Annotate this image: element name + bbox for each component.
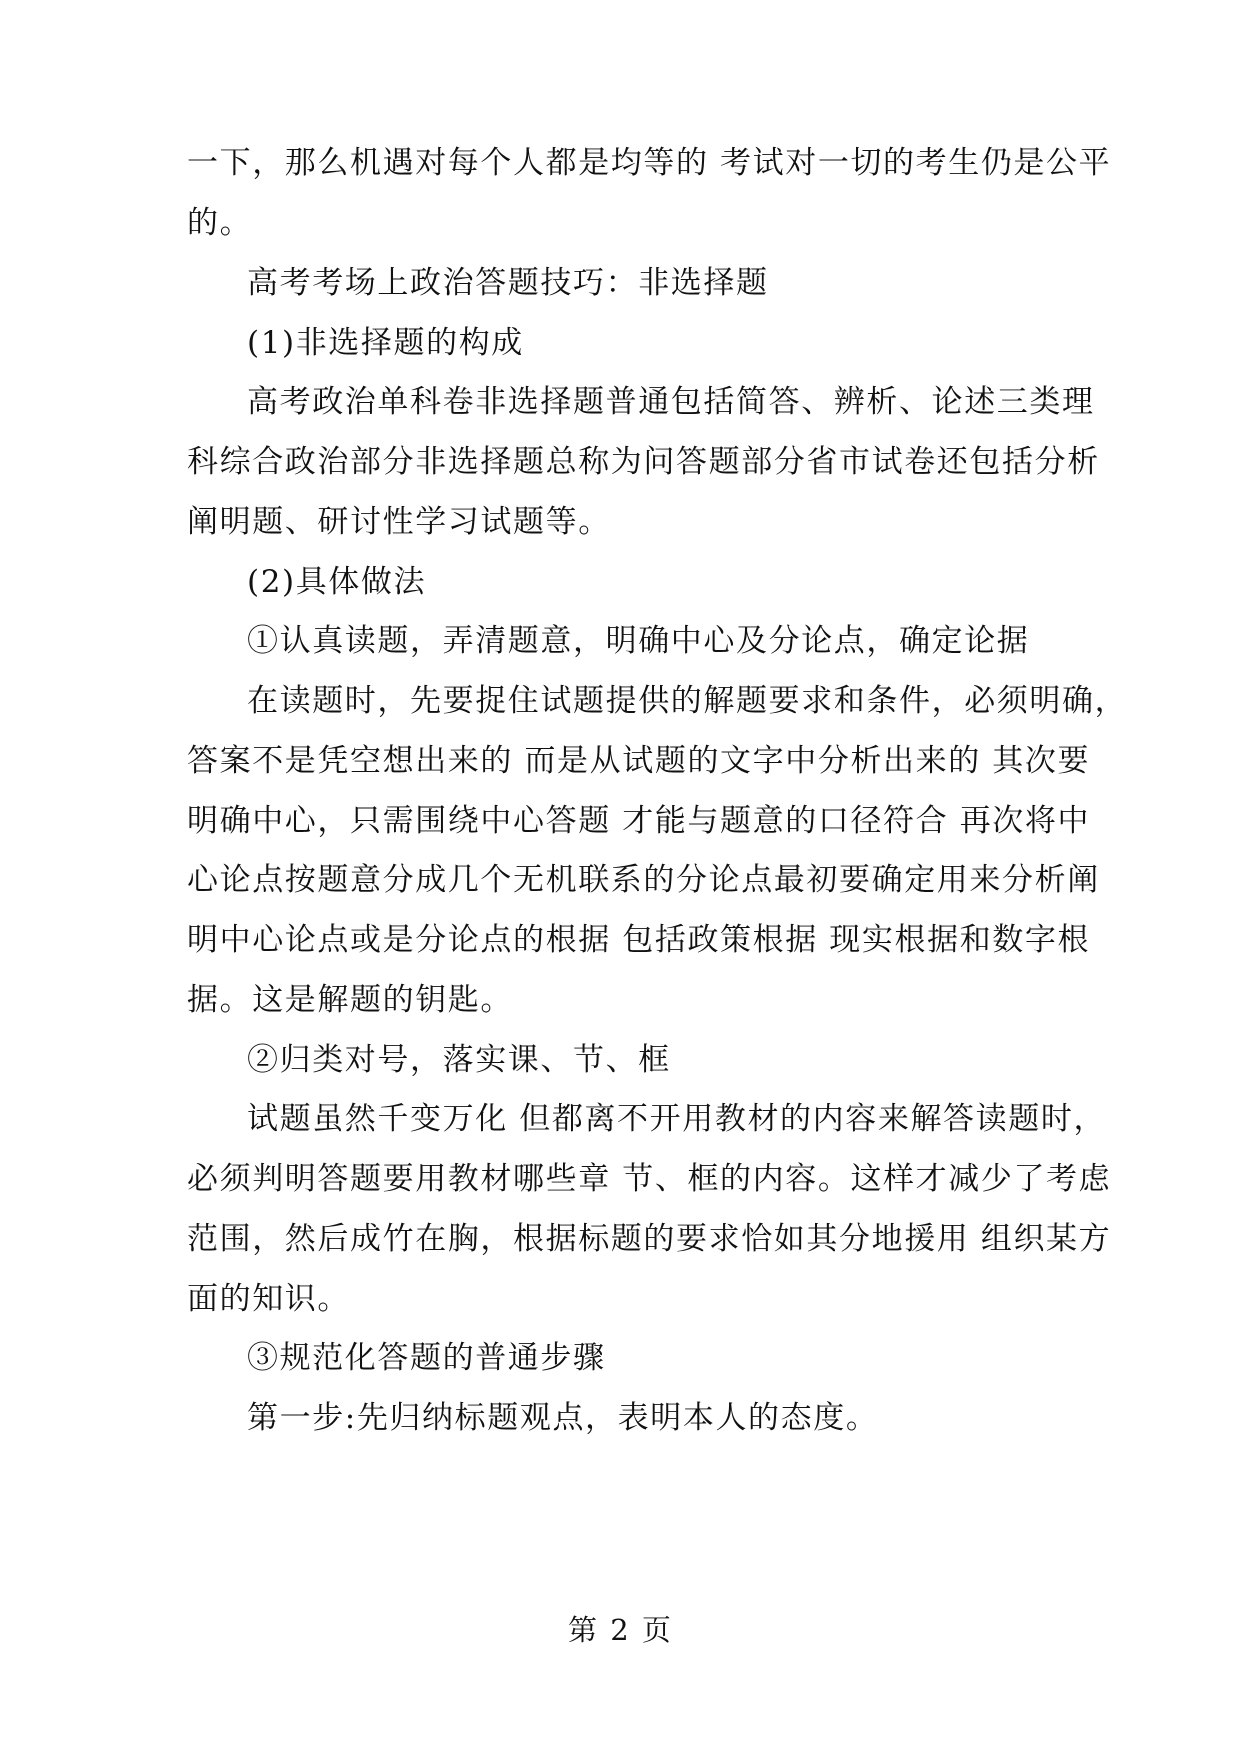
step-heading: ①认真读题，弄清题意，明确中心及分论点，确定论据 xyxy=(247,623,1030,659)
paragraph-line: 明中心论点或是分论点的根据 包括政策根据 现实根据和数字根 xyxy=(187,922,1091,958)
paragraph-line: 在读题时，先要捉住试题提供的解题要求和条件，必须明确， xyxy=(247,683,1128,719)
step-heading: ②归类对号，落实课、节、框 xyxy=(247,1042,671,1078)
paragraph-line: 科综合政治部分非选择题总称为问答题部分省市试卷还包括分析 xyxy=(187,444,1100,480)
paragraph-line: 据。这是解题的钥匙。 xyxy=(187,982,513,1018)
paragraph-line: 试题虽然千变万化 但都离不开用教材的内容来解答读题时， xyxy=(247,1101,1107,1137)
paragraph-line: 第一步:先归纳标题观点，表明本人的态度。 xyxy=(247,1400,879,1436)
paragraph-line: 心论点按题意分成几个无机联系的分论点最初要确定用来分析阐 xyxy=(187,862,1100,898)
paragraph-line: 高考政治单科卷非选择题普通包括简答、辨析、论述三类理 xyxy=(247,384,1095,420)
paragraph-line: 必须判明答题要用教材哪些章 节、框的内容。这样才减少了考虑 xyxy=(187,1161,1112,1197)
paragraph-line: 阐明题、研讨性学习试题等。 xyxy=(187,504,611,540)
subsection-heading: (2)具体做法 xyxy=(247,564,427,600)
section-heading: 高考考场上政治答题技巧：非选择题 xyxy=(247,265,769,301)
paragraph-line: 的。 xyxy=(187,205,253,241)
page-number: 第 2 页 xyxy=(568,1613,673,1647)
paragraph-line: 明确中心，只需围绕中心答题 才能与题意的口径符合 再次将中 xyxy=(187,803,1091,839)
subsection-heading: (1)非选择题的构成 xyxy=(247,325,524,361)
paragraph-line: 面的知识。 xyxy=(187,1281,350,1317)
paragraph-line: 答案不是凭空想出来的 而是从试题的文字中分析出来的 其次要 xyxy=(187,743,1091,779)
paragraph-line: 范围，然后成竹在胸，根据标题的要求恰如其分地援用 组织某方 xyxy=(187,1221,1112,1257)
step-heading: ③规范化答题的普通步骤 xyxy=(247,1340,606,1376)
paragraph-line: 一下，那么机遇对每个人都是均等的 考试对一切的考生仍是公平 xyxy=(187,145,1112,181)
